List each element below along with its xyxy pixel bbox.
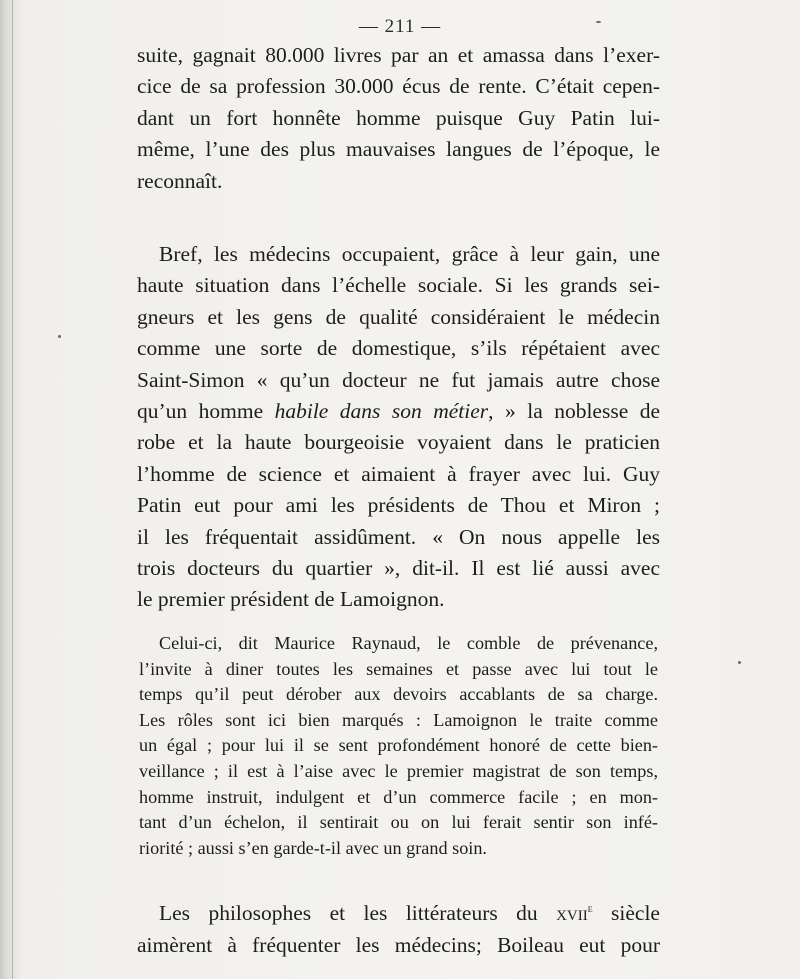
paragraph-line: reconnaît. [137,168,223,193]
quote-line: Les rôles sont ici bien marqués : Lamoignon le traite comme [139,709,658,730]
scan-speck [738,661,741,664]
paragraph-line: l’homme de science et aimaient à frayer avec lui. Guy [137,461,660,486]
paragraph-line: suite, gagnait 80.000 livres par an et amassa dans l’exer- [137,43,660,67]
paragraph-line: dant un fort honnête homme puisque Guy Patin lui- [137,105,660,130]
paragraph-line-smallcaps: Les philosophes et les littérateurs du xvii$^e$ siècle [159,901,660,926]
paragraph-line: Patin eut pour ami les présidents de Thou et Miron ; [137,493,660,518]
paragraph-line: il les fréquentait assidûment. « On nous appelle les [137,524,660,549]
paragraph-line: robe et la haute bourgeoisie voyaient dans le praticien [137,430,660,455]
paragraph-line: même, l’une des plus mauvaises langues de l’époque, le [137,137,660,162]
quote-line: temps qu’il peut dérober aux devoirs accablants de sa charge. [139,684,658,705]
paragraph-line: gneurs et les gens de qualité considéraient le médecin [137,304,660,329]
paragraph-2 [137,239,660,616]
quote-line: tant d’un échelon, il sentirait ou on lui ferait sentir son infé- [139,812,658,833]
quote-line: un égal ; pour lui il se sent profondément honoré de cette bien- [139,735,658,756]
paragraph-line: cice de sa profession 30.000 écus de rente. C’était cepen- [137,74,660,99]
quote-line: riorité ; aussi s’en garde-t-il avec un grand soin. [139,837,487,858]
italic-phrase: habile dans son métier [274,399,489,424]
page-number: — 211 — [358,16,442,37]
paragraph-line-emphasis: qu’un homme habile dans son métier, » la noblesse de [137,399,661,424]
paragraph-line: comme une sorte de domestique, s’ils répétaient avec [137,336,660,361]
paragraph-3 [137,893,660,961]
quote-line: Celui-ci, dit Maurice Raynaud, le comble de prévenance, [159,633,658,653]
paragraph-line: Saint-Simon « qu’un docteur ne fut jamais autre chose [137,367,660,392]
paragraph-line: Bref, les médecins occupaient, grâce à leur gain, une [159,242,660,266]
scan-speck [596,21,601,23]
paragraph-line: aimèrent à fréquenter les médecins; Boileau eut pour [137,932,660,957]
block-quotation [139,631,658,861]
century-smallcaps: xvii$^e$ [556,901,593,926]
quote-line: veillance ; il est à l’aise avec le premier magistrat de son temps, [139,760,658,781]
quote-line: l’invite à diner toutes les semaines et passe avec lui tout le [139,658,658,679]
paragraph-line: haute situation dans l’échelle sociale. Si les grands sei- [137,273,660,298]
page-gutter [12,0,13,979]
scan-speck [58,335,61,338]
paragraph-line: trois docteurs du quartier », dit-il. Il est lié aussi avec [137,556,660,581]
quote-line: homme instruit, indulgent et d’un commerce facile ; en mon- [139,786,658,807]
paragraph-line: le premier président de Lamoignon. [137,587,445,612]
paragraph-1 [137,40,660,197]
